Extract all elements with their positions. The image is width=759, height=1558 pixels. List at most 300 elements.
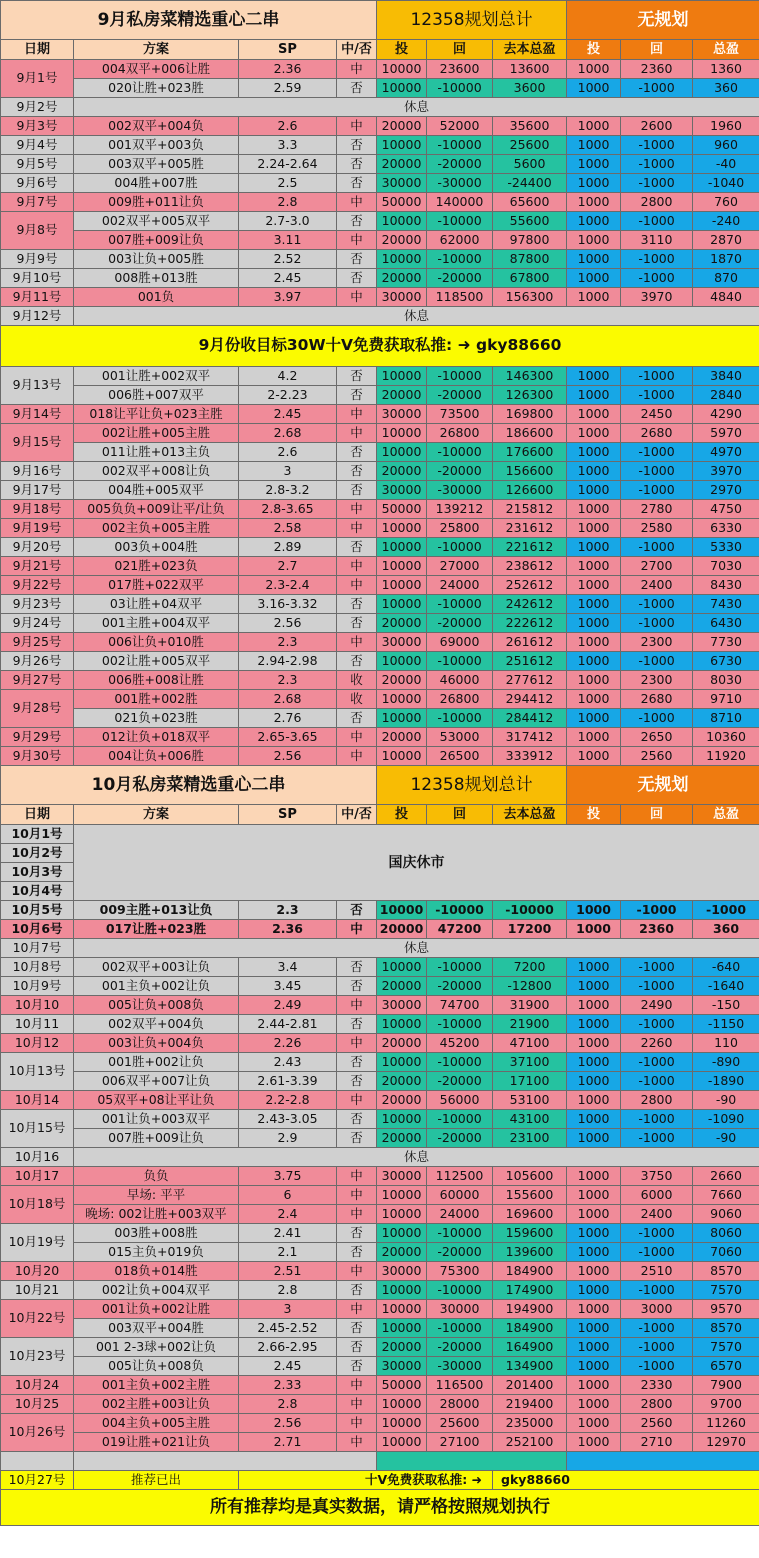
noplan-stake-cell: 1000 <box>567 595 621 614</box>
return-cell: -10000 <box>427 652 493 671</box>
plan-cell: 002让负+004双平 <box>74 1281 239 1300</box>
noplan-stake-cell: 1000 <box>567 1376 621 1395</box>
noplan-profit-cell: 5970 <box>693 424 759 443</box>
noplan-profit-cell: 2970 <box>693 481 759 500</box>
net-profit-cell: 87800 <box>493 250 567 269</box>
sp-cell: 2.61-3.39 <box>239 1072 337 1091</box>
noplan-stake-cell: 1000 <box>567 1205 621 1224</box>
noplan-stake-cell: 1000 <box>567 920 621 939</box>
table-row <box>1 825 759 844</box>
noplan-return-cell: 2580 <box>621 519 693 538</box>
plan-cell: 002让胜+005双平 <box>74 652 239 671</box>
net-profit-cell: 35600 <box>493 117 567 136</box>
table-row <box>1 920 759 939</box>
sp-cell: 2-2.23 <box>239 386 337 405</box>
result-cell: 中 <box>337 519 377 538</box>
net-profit-cell: 146300 <box>493 367 567 386</box>
noplan-return-cell: -1000 <box>621 1243 693 1262</box>
sp-cell: 2.89 <box>239 538 337 557</box>
plan-cell: 017让胜+023胜 <box>74 920 239 939</box>
sp-cell: 2.68 <box>239 690 337 709</box>
stake-cell: 20000 <box>377 117 427 136</box>
sp-cell: 2.36 <box>239 920 337 939</box>
table-row <box>1 98 759 117</box>
stake-cell: 10000 <box>377 1205 427 1224</box>
stake-cell: 20000 <box>377 977 427 996</box>
net-profit-cell: 23100 <box>493 1129 567 1148</box>
result-cell: 中 <box>337 60 377 79</box>
plan-cell: 005负负+009让平/让负 <box>74 500 239 519</box>
return-cell: -20000 <box>427 269 493 288</box>
noplan-return-cell: -1000 <box>621 155 693 174</box>
table-row <box>1 1167 759 1186</box>
date-cell: 10月10 <box>1 996 74 1015</box>
noplan-profit-cell: -1090 <box>693 1110 759 1129</box>
noplan-return-cell: -1000 <box>621 481 693 500</box>
noplan-return-cell: 2600 <box>621 117 693 136</box>
sp-cell: 3.97 <box>239 288 337 307</box>
plan-total-title: 12358规划总计 <box>377 1 567 40</box>
noplan-return-cell: 2800 <box>621 1395 693 1414</box>
noplan-stake-cell: 1000 <box>567 269 621 288</box>
result-cell: 中 <box>337 557 377 576</box>
result-cell: 中 <box>337 424 377 443</box>
net-profit-cell: 277612 <box>493 671 567 690</box>
noplan-return-cell: -1000 <box>621 1338 693 1357</box>
noplan-profit-cell: 8060 <box>693 1224 759 1243</box>
result-cell: 否 <box>337 1319 377 1338</box>
noplan-stake-cell: 1000 <box>567 709 621 728</box>
net-profit-cell: 17200 <box>493 920 567 939</box>
return-cell: 26800 <box>427 424 493 443</box>
stake-cell: 10000 <box>377 690 427 709</box>
noplan-profit-cell: 7060 <box>693 1243 759 1262</box>
stake-cell: 30000 <box>377 996 427 1015</box>
plan-cell: 002双平+005双平 <box>74 212 239 231</box>
table-row <box>1 1110 759 1129</box>
sp-cell: 3.11 <box>239 231 337 250</box>
result-cell: 否 <box>337 386 377 405</box>
column-header: 去本总盈 <box>493 40 567 60</box>
stake-cell: 10000 <box>377 1186 427 1205</box>
net-profit-cell: 317412 <box>493 728 567 747</box>
table-row <box>1 231 759 250</box>
table-row <box>1 269 759 288</box>
table-row <box>1 212 759 231</box>
table-row <box>1 728 759 747</box>
result-cell: 否 <box>337 1053 377 1072</box>
table-row <box>1 443 759 462</box>
return-cell: -10000 <box>427 212 493 231</box>
result-cell: 中 <box>337 117 377 136</box>
table-row <box>1 633 759 652</box>
table-row <box>1 557 759 576</box>
stake-cell: 10000 <box>377 250 427 269</box>
noplan-profit-cell: -90 <box>693 1129 759 1148</box>
plan-cell: 004双平+006让胜 <box>74 60 239 79</box>
net-profit-cell: 219400 <box>493 1395 567 1414</box>
stake-cell: 10000 <box>377 424 427 443</box>
plan-cell: 001 2-3球+002让负 <box>74 1338 239 1357</box>
noplan-profit-cell: 5330 <box>693 538 759 557</box>
date-cell: 9月17号 <box>1 481 74 500</box>
return-cell: 46000 <box>427 671 493 690</box>
result-cell: 否 <box>337 136 377 155</box>
result-cell: 否 <box>337 958 377 977</box>
result-cell: 否 <box>337 367 377 386</box>
plan-total-title: 12358规划总计 <box>377 766 567 805</box>
last-row <box>1 1471 759 1490</box>
plan-cell: 012让负+018双平 <box>74 728 239 747</box>
noplan-return-cell: -1000 <box>621 269 693 288</box>
noplan-stake-cell: 1000 <box>567 1053 621 1072</box>
date-cell: 10月9号 <box>1 977 74 996</box>
net-profit-cell: 105600 <box>493 1167 567 1186</box>
return-cell: 53000 <box>427 728 493 747</box>
sp-cell: 2.3 <box>239 633 337 652</box>
plan-cell: 001主负+002让负 <box>74 977 239 996</box>
noplan-return-cell: 2700 <box>621 557 693 576</box>
return-cell: -10000 <box>427 1053 493 1072</box>
result-cell: 否 <box>337 1129 377 1148</box>
return-cell: 25600 <box>427 1414 493 1433</box>
noplan-profit-cell: 11920 <box>693 747 759 766</box>
stake-cell: 20000 <box>377 1072 427 1091</box>
plan-cell: 001负 <box>74 288 239 307</box>
table-row <box>1 671 759 690</box>
return-cell: 45200 <box>427 1034 493 1053</box>
promo-cell: 十V免费获取私推: ➜ <box>239 1471 493 1490</box>
net-profit-cell: 222612 <box>493 614 567 633</box>
plan-cell: 017胜+022双平 <box>74 576 239 595</box>
noplan-stake-cell: 1000 <box>567 212 621 231</box>
table-row <box>1 79 759 98</box>
return-cell: 47200 <box>427 920 493 939</box>
stake-cell: 20000 <box>377 1243 427 1262</box>
net-profit-cell: 5600 <box>493 155 567 174</box>
promo-banner: 9月份收目标30W十V免费获取私推: ➜ gky88660 <box>1 326 759 367</box>
sp-cell: 3.16-3.32 <box>239 595 337 614</box>
plan-cell: 004主负+005主胜 <box>74 1414 239 1433</box>
noplan-profit-cell: 7430 <box>693 595 759 614</box>
plan-cell: 019让胜+021让负 <box>74 1433 239 1452</box>
result-cell: 否 <box>337 652 377 671</box>
stake-cell: 20000 <box>377 155 427 174</box>
return-cell: 27100 <box>427 1433 493 1452</box>
noplan-stake-cell: 1000 <box>567 958 621 977</box>
noplan-stake-cell: 1000 <box>567 1224 621 1243</box>
return-cell: -10000 <box>427 595 493 614</box>
date-cell: 10月24 <box>1 1376 74 1395</box>
plan-cell: 001主负+002主胜 <box>74 1376 239 1395</box>
date-cell: 9月11号 <box>1 288 74 307</box>
noplan-profit-cell: 3840 <box>693 367 759 386</box>
date-cell: 10月22号 <box>1 1300 74 1338</box>
stake-cell: 30000 <box>377 1357 427 1376</box>
net-profit-cell: 37100 <box>493 1053 567 1072</box>
date-cell: 9月5号 <box>1 155 74 174</box>
plan-cell: 007胜+009让负 <box>74 231 239 250</box>
noplan-return-cell: -1000 <box>621 174 693 193</box>
stake-cell: 10000 <box>377 136 427 155</box>
sp-cell: 2.56 <box>239 747 337 766</box>
net-profit-cell: 238612 <box>493 557 567 576</box>
noplan-profit-cell: 2870 <box>693 231 759 250</box>
stake-cell: 20000 <box>377 1091 427 1110</box>
noplan-stake-cell: 1000 <box>567 652 621 671</box>
date-cell: 9月13号 <box>1 367 74 405</box>
table-row <box>1 500 759 519</box>
table-row <box>1 1433 759 1452</box>
noplan-stake-cell: 1000 <box>567 386 621 405</box>
sp-cell: 3.3 <box>239 136 337 155</box>
noplan-profit-cell: 12970 <box>693 1433 759 1452</box>
date-cell: 9月30号 <box>1 747 74 766</box>
sp-cell: 2.41 <box>239 1224 337 1243</box>
result-cell: 否 <box>337 901 377 920</box>
date-cell: 9月16号 <box>1 462 74 481</box>
result-cell: 否 <box>337 174 377 193</box>
result-cell: 否 <box>337 977 377 996</box>
date-cell: 9月19号 <box>1 519 74 538</box>
result-cell: 否 <box>337 1072 377 1091</box>
net-profit-cell: 242612 <box>493 595 567 614</box>
plan-cell: 018负+014胜 <box>74 1262 239 1281</box>
sp-cell: 2.94-2.98 <box>239 652 337 671</box>
net-profit-cell: 43100 <box>493 1110 567 1129</box>
noplan-stake-cell: 1000 <box>567 1034 621 1053</box>
date-cell: 9月9号 <box>1 250 74 269</box>
plan-cell: 002让胜+005主胜 <box>74 424 239 443</box>
sp-cell: 2.59 <box>239 79 337 98</box>
noplan-stake-cell: 1000 <box>567 1319 621 1338</box>
noplan-profit-cell: 9570 <box>693 1300 759 1319</box>
date-cell: 9月22号 <box>1 576 74 595</box>
date-cell: 10月8号 <box>1 958 74 977</box>
stake-cell: 10000 <box>377 1224 427 1243</box>
return-cell: 139212 <box>427 500 493 519</box>
noplan-profit-cell: 2840 <box>693 386 759 405</box>
noplan-profit-cell: -1040 <box>693 174 759 193</box>
result-cell: 否 <box>337 1243 377 1262</box>
date-cell: 9月18号 <box>1 500 74 519</box>
net-profit-cell: 186600 <box>493 424 567 443</box>
noplan-profit-cell: 3970 <box>693 462 759 481</box>
table-row <box>1 1205 759 1224</box>
column-header: 回 <box>427 40 493 60</box>
table-row <box>1 1224 759 1243</box>
sp-cell: 2.49 <box>239 996 337 1015</box>
date-cell: 10月3号 <box>1 863 74 882</box>
return-cell: 24000 <box>427 576 493 595</box>
column-header: 回 <box>621 805 693 825</box>
sp-cell: 2.45 <box>239 269 337 288</box>
noplan-stake-cell: 1000 <box>567 193 621 212</box>
result-cell: 否 <box>337 538 377 557</box>
date-cell: 10月1号 <box>1 825 74 844</box>
result-cell: 否 <box>337 155 377 174</box>
noplan-stake-cell: 1000 <box>567 1110 621 1129</box>
net-profit-cell: 284412 <box>493 709 567 728</box>
sep-section-title: 9月私房菜精选重心二串 <box>1 1 377 40</box>
return-cell: 27000 <box>427 557 493 576</box>
oct-section-title: 10月私房菜精选重心二串 <box>1 766 377 805</box>
date-cell: 10月7号 <box>1 939 74 958</box>
table-row <box>1 595 759 614</box>
sp-cell: 2.3 <box>239 901 337 920</box>
return-cell: -20000 <box>427 462 493 481</box>
net-profit-cell: 31900 <box>493 996 567 1015</box>
noplan-profit-cell: 8570 <box>693 1319 759 1338</box>
plan-cell: 负负 <box>74 1167 239 1186</box>
net-profit-cell: 184900 <box>493 1262 567 1281</box>
date-cell: 10月6号 <box>1 920 74 939</box>
table-row <box>1 481 759 500</box>
result-cell: 中 <box>337 193 377 212</box>
table-row <box>1 367 759 386</box>
return-cell: 116500 <box>427 1376 493 1395</box>
noplan-return-cell: 2650 <box>621 728 693 747</box>
net-profit-cell: -12800 <box>493 977 567 996</box>
noplan-stake-cell: 1000 <box>567 1300 621 1319</box>
return-cell: -10000 <box>427 1224 493 1243</box>
noplan-profit-cell: 6330 <box>693 519 759 538</box>
noplan-stake-cell: 1000 <box>567 117 621 136</box>
date-cell: 9月8号 <box>1 212 74 250</box>
return-cell: -10000 <box>427 709 493 728</box>
noplan-stake-cell: 1000 <box>567 576 621 595</box>
result-cell: 否 <box>337 462 377 481</box>
stake-cell: 10000 <box>377 79 427 98</box>
noplan-stake-cell: 1000 <box>567 747 621 766</box>
result-cell: 中 <box>337 1395 377 1414</box>
noplan-profit-cell: -1000 <box>693 901 759 920</box>
sp-cell: 2.36 <box>239 60 337 79</box>
net-profit-cell: 3600 <box>493 79 567 98</box>
plan-cell: 011让胜+013主负 <box>74 443 239 462</box>
noplan-profit-cell: 8430 <box>693 576 759 595</box>
noplan-return-cell: 2400 <box>621 1205 693 1224</box>
plan-cell: 001胜+002让负 <box>74 1053 239 1072</box>
plan-cell: 002主胜+003让负 <box>74 1395 239 1414</box>
table-row <box>1 1338 759 1357</box>
column-header: SP <box>239 40 337 60</box>
noplan-return-cell: 2510 <box>621 1262 693 1281</box>
return-cell: -20000 <box>427 614 493 633</box>
result-cell: 中 <box>337 1262 377 1281</box>
noplan-stake-cell: 1000 <box>567 231 621 250</box>
promo-id-cell: gky88660 <box>493 1471 759 1490</box>
net-profit-cell: 235000 <box>493 1414 567 1433</box>
table-row <box>1 1243 759 1262</box>
noplan-profit-cell: 10360 <box>693 728 759 747</box>
noplan-return-cell: -1000 <box>621 1053 693 1072</box>
table-row <box>1 462 759 481</box>
plan-cell: 021胜+023负 <box>74 557 239 576</box>
noplan-return-cell: 2680 <box>621 424 693 443</box>
net-profit-cell: 169800 <box>493 405 567 424</box>
return-cell: -20000 <box>427 1072 493 1091</box>
table-row <box>1 1395 759 1414</box>
sp-cell: 2.8-3.65 <box>239 500 337 519</box>
sp-cell: 2.43-3.05 <box>239 1110 337 1129</box>
result-cell: 中 <box>337 1167 377 1186</box>
table-row <box>1 155 759 174</box>
plan-cell: 004胜+007胜 <box>74 174 239 193</box>
stake-cell: 20000 <box>377 231 427 250</box>
noplan-profit-cell: 1870 <box>693 250 759 269</box>
plan-cell: 003双平+005胜 <box>74 155 239 174</box>
plan-cell: 003让负+005胜 <box>74 250 239 269</box>
column-header: 投 <box>377 805 427 825</box>
net-profit-cell: 47100 <box>493 1034 567 1053</box>
return-cell: -10000 <box>427 1015 493 1034</box>
noplan-profit-cell: -240 <box>693 212 759 231</box>
result-cell: 收 <box>337 671 377 690</box>
result-cell: 中 <box>337 1091 377 1110</box>
net-profit-cell: 231612 <box>493 519 567 538</box>
result-cell: 中 <box>337 728 377 747</box>
plan-cell: 021负+023胜 <box>74 709 239 728</box>
noplan-stake-cell: 1000 <box>567 671 621 690</box>
noplan-return-cell: -1000 <box>621 1319 693 1338</box>
noplan-return-cell: -1000 <box>621 901 693 920</box>
noplan-profit-cell: -890 <box>693 1053 759 1072</box>
return-cell: -20000 <box>427 977 493 996</box>
stake-cell: 10000 <box>377 652 427 671</box>
sp-cell: 2.6 <box>239 117 337 136</box>
noplan-stake-cell: 1000 <box>567 405 621 424</box>
noplan-profit-cell: 1960 <box>693 117 759 136</box>
noplan-profit-cell: 2660 <box>693 1167 759 1186</box>
return-cell: -20000 <box>427 155 493 174</box>
result-cell: 否 <box>337 595 377 614</box>
stake-cell: 20000 <box>377 386 427 405</box>
stake-cell: 20000 <box>377 1129 427 1148</box>
column-header: 方案 <box>74 805 239 825</box>
return-cell: -10000 <box>427 250 493 269</box>
noplan-profit-cell: 7570 <box>693 1338 759 1357</box>
table-row <box>1 1376 759 1395</box>
sp-cell: 2.68 <box>239 424 337 443</box>
noplan-return-cell: -1000 <box>621 1281 693 1300</box>
oct-title-row <box>1 766 759 805</box>
result-cell: 否 <box>337 1338 377 1357</box>
net-profit-cell: 221612 <box>493 538 567 557</box>
table-row <box>1 174 759 193</box>
return-cell: 26500 <box>427 747 493 766</box>
date-cell: 10月11 <box>1 1015 74 1034</box>
date-cell: 9月21号 <box>1 557 74 576</box>
sp-cell: 3.75 <box>239 1167 337 1186</box>
noplan-return-cell: 3750 <box>621 1167 693 1186</box>
noplan-return-cell: 2780 <box>621 500 693 519</box>
net-profit-cell: 126600 <box>493 481 567 500</box>
table-row <box>1 1262 759 1281</box>
sp-cell: 2.43 <box>239 1053 337 1072</box>
net-profit-cell: 65600 <box>493 193 567 212</box>
stake-cell: 10000 <box>377 212 427 231</box>
noplan-profit-cell: 7730 <box>693 633 759 652</box>
noplan-return-cell: -1000 <box>621 1357 693 1376</box>
noplan-profit-cell: -1890 <box>693 1072 759 1091</box>
noplan-stake-cell: 1000 <box>567 136 621 155</box>
noplan-stake-cell: 1000 <box>567 1072 621 1091</box>
noplan-profit-cell: 870 <box>693 269 759 288</box>
net-profit-cell: 155600 <box>493 1186 567 1205</box>
result-cell: 中 <box>337 231 377 250</box>
table-row <box>1 250 759 269</box>
